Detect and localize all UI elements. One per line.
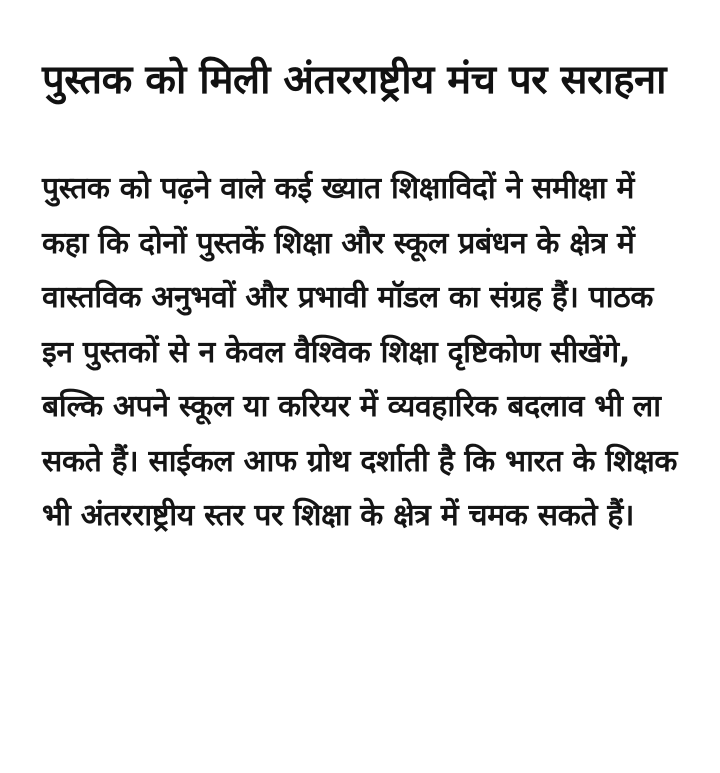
article-body-paragraph: पुस्तक को पढ़ने वाले कई ख्यात शिक्षाविदों ने समीक्षा में कहा कि दोनों पुस्तकें शिक्षा और स्कूल प्रबंधन के क्षेत्र में वास्तविक अनुभवों और प्रभावी मॉडल का संग्रह हैं। पाठक इन पुस्तकों से न केवल वैश्विक शिक्षा दृष्टिकोण सीखेंगे, बल्कि अपने स्कूल या करियर में व्यवहारिक बदलाव भी ला सकते हैं। साईकल आफ ग्रोथ दर्शाती है कि भारत के शिक्षक भी अंतरराष्ट्रीय स्तर पर शिक्षा के क्षेत्र में चमक सकते हैं। [42, 171, 678, 533]
article-headline: पुस्तक को मिली अंतरराष्ट्रीय मंच पर सराहना [42, 57, 667, 103]
